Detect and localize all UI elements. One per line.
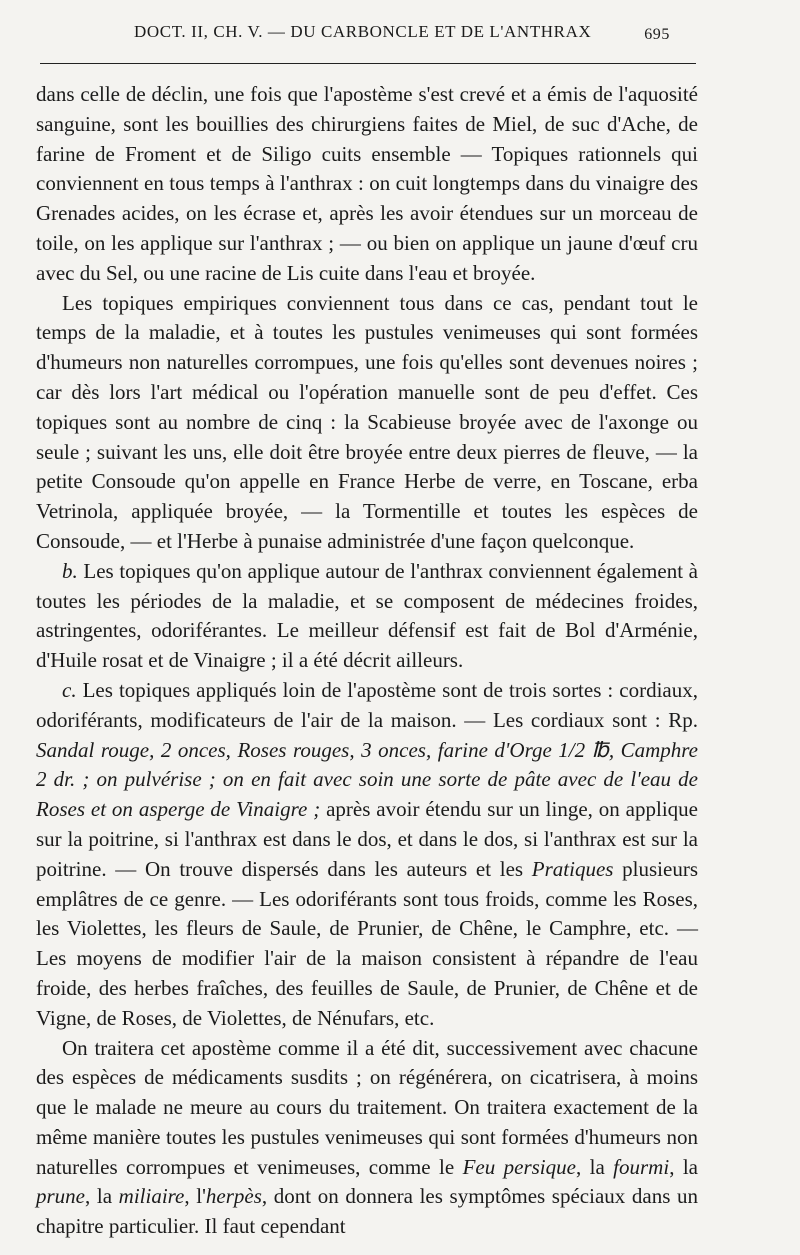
paragraph-c-text-b: après avoir étendu sur un linge, on applique sur la poitrine, si l'anthrax est dans le dos, et dans le dos, si l'anthrax est sur la poitrine. — On trouve dispersés dans les auteurs et les [36,797,698,881]
paragraph-2-text: Les topiques empiriques conviennent tous dans ce cas, pendant tout le temps de la maladie, et à toutes les pustules venimeuses qui sont formées d'humeurs non naturelles corrompues, une fois qu'elles sont devenues noires ; car dès lors l'art médical ou l'opération manuelle sont de peu d'effet. Ces topiques sont au nombre de cinq : la Scabieuse broyée avec de l'axonge ou seule ; suivant les uns, elle doit être broyée entre deux pierres de fleuve, — la petite Consoude qu'on appelle en France Herbe de verre, en Toscane, erba Vetrinola, appliquée broyée, — la Tormentille et toutes les espèces de Consoude, — et l'Herbe à punaise administrée d'une façon quelconque. [36,290,698,553]
paragraph-c-text-a: Les topiques appliqués loin de l'apostème sont de trois sortes : cordiaux, odoriférants, modificateurs de l'air de la maison. — Les cordiaux sont : Rp. [36,677,698,732]
paragraph-b [36,557,698,676]
body-text [36,80,698,1242]
paragraph-c [36,676,698,1034]
paragraph-b-text: Les topiques qu'on applique autour de l'anthrax conviennent également à toutes les périodes de la maladie, et se composent de médecines froides, astringentes, odoriférantes. Le meilleur défensif est fait de Bol d'Arménie, d'Huile rosat et de Vinaigre ; il a été décrit ailleurs. [36,558,698,673]
sep-2: , la [669,1154,698,1179]
header-rule [40,63,696,64]
term-prune: prune [36,1184,85,1209]
recipe-text: Sandal rouge, 2 onces, Roses rouges, 3 onces, farine d'Orge 1/2 ℔, Camphre 2 dr. ; on pulvérise ; on en fait avec soin une sorte de pâte avec de l'eau de Roses et on asperge de Vinaigre ; [36,737,698,822]
page-number: 695 [644,26,670,43]
sep-4: , l' [184,1184,206,1209]
paragraph-5-text-b: , dont on donnera les symptômes spéciaux dans un chapitre particulier. Il faut cependant [36,1184,699,1239]
paragraph-1-text: dans celle de déclin, une fois que l'apostème s'est crevé et a émis de l'aquosité sanguine, sont les bouillies des chirurgiens faites de Miel, de suc d'Ache, de farine de Froment et de Siligo cuits ensemble — Topiques rationnels qui conviennent en tous temps à l'anthrax : on cuit longtemps dans du vinaigre des Grenades acides, on les écrase et, après les avoir étendues sur un morceau de toile, on les applique sur l'anthrax ; — ou bien on applique un jaune d'œuf cru avec du Sel, ou une racine de Lis cuite dans l'eau et broyée. [36,82,698,285]
sep-3: , la [85,1184,119,1209]
paragraph-b-marker: b. [62,558,78,583]
sep-1: , la [575,1154,614,1179]
running-title: DOCT. II, CH. V. — DU CARBONCLE ET DE L'ANTHRAX [134,22,592,41]
paragraph-c-text-c: plusieurs emplâtres de ce genre. — Les odoriférants sont tous froids, comme les Roses, les Violettes, les fleurs de Saule, de Prunier, de Chêne, le Camphre, etc. — Les moyens de modifier l'air de la maison consistent à répandre de l'eau froide, des herbes fraîches, des feuilles de Saule, de Prunier, de Chêne et de Vigne, de Roses, de Violettes, de Nénufars, etc. [36,856,698,1030]
paragraph-5-text-a: On traitera cet apostème comme il a été dit, successivement avec chacune des espèces de médicaments susdits ; on régénérera, on cicatrisera, à moins que le malade ne meure au cours du traitement. On traitera exactement de la même manière toutes les pustules venimeuses qui sont formées d'humeurs non naturelles corrompues et venimeuses, comme le [36,1035,698,1179]
term-herpes: herpès [205,1184,262,1209]
paragraph-c-marker: c. [62,677,77,702]
term-feu-persique: Feu persique [462,1154,576,1179]
paragraph-2 [36,289,698,557]
pratiques-title: Pratiques [531,856,614,881]
term-fourmi: fourmi [613,1154,670,1179]
paragraph-1 [36,80,698,289]
term-miliaire: miliaire [118,1184,185,1209]
paragraph-5 [36,1034,698,1243]
